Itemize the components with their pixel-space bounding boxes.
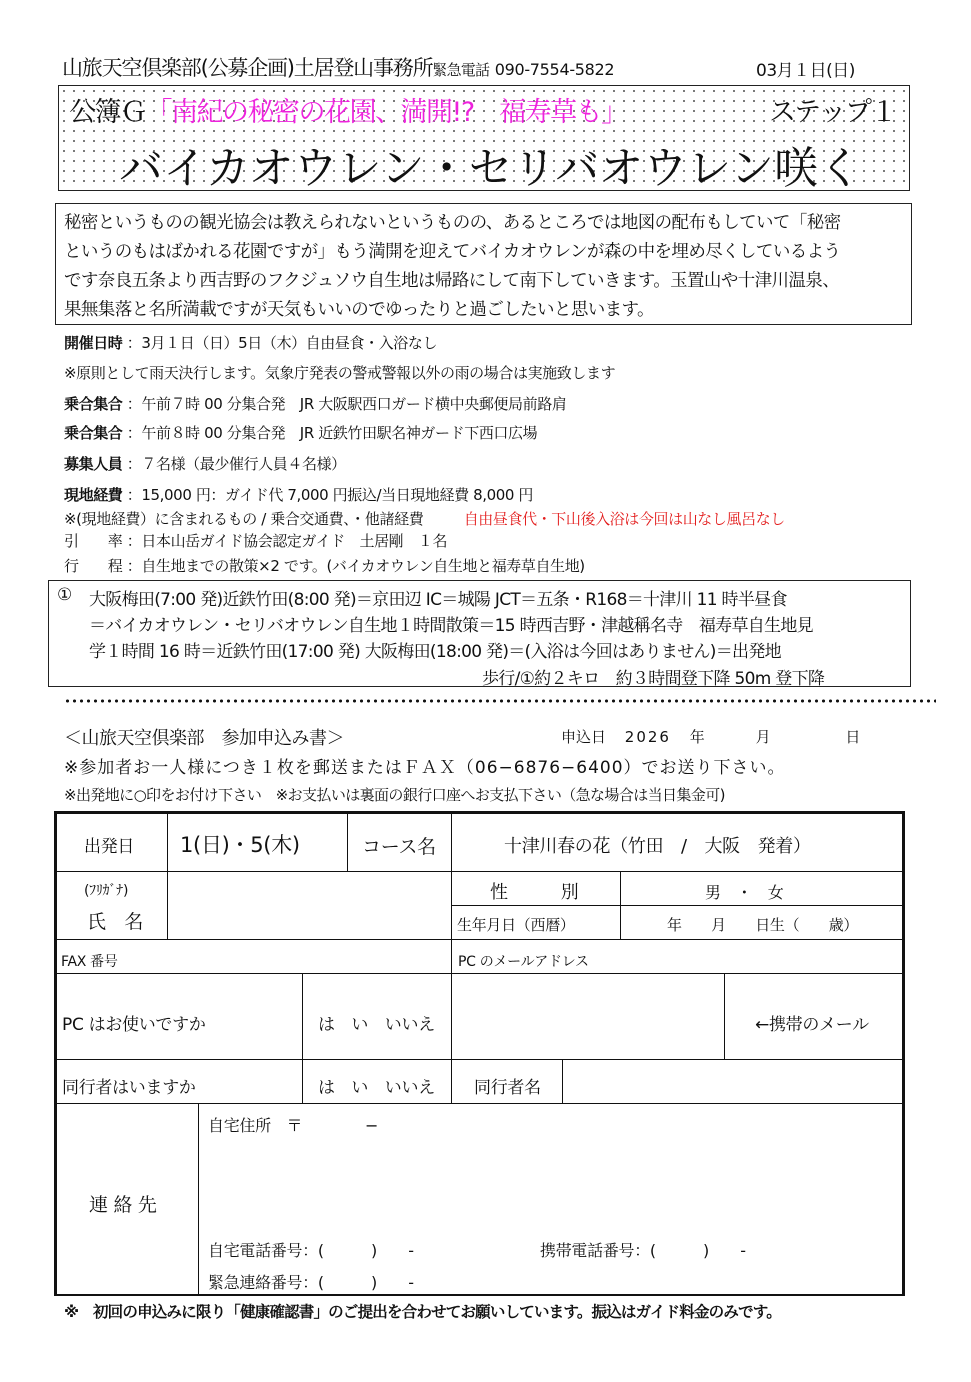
mobile-phone-field[interactable]: 携帯電話番号：( ) -	[540, 1241, 746, 1260]
intro-line: 果無集落と名所満載ですが天気もいいのでゆったりと過ごしたいと思います。	[64, 300, 654, 320]
event-date-row	[64, 332, 437, 353]
guide-value: ：日本山岳ガイド協会認定ガイド 土居剛 １名	[126, 532, 448, 550]
title-banner	[58, 85, 910, 194]
form-rule	[54, 973, 905, 974]
intro-line: というのもはばかれる花園ですが」もう満開を迎えてバイカオウレンが森の中を埋め尽くしているよう	[64, 242, 841, 262]
walk-info: 歩行/①約２キロ 約３時間登下降 50m 登下降	[482, 669, 825, 689]
title-main: バイカオウレン・セリバオウレン咲く	[119, 143, 863, 194]
application-year: 2026	[624, 728, 671, 746]
itinerary-label: 行 程	[64, 557, 123, 575]
application-date	[561, 726, 860, 747]
itinerary-row	[64, 555, 585, 576]
form-rule	[302, 973, 303, 1103]
form-border-top	[54, 811, 905, 814]
event-date-value: ：3月１日（日）5日（木）自由昼食・入浴なし	[126, 334, 438, 352]
cost-note: ※(現地経費）に含まれるもの / 乗合交通費、・他諸経費	[64, 510, 424, 528]
mobile-mail-label: ←携帯のメール	[755, 1015, 869, 1035]
title-highlight: 「南紀の秘密の花園、満開!? 福寿草も」	[145, 97, 627, 128]
companion-label: 同行者はいますか	[62, 1078, 196, 1098]
title-step: ステップ１	[769, 97, 896, 128]
organizer-name: 山旅天空倶楽部(公募企画)土居登山事務所	[62, 56, 433, 80]
intro-box	[55, 203, 912, 325]
guide-row	[64, 530, 447, 551]
meeting-2-row	[64, 422, 537, 443]
departure-label: 出発日	[84, 837, 135, 857]
month-unit: 月	[755, 728, 771, 746]
cut-line-divider	[64, 698, 936, 704]
form-border-right	[902, 811, 905, 1296]
title-prefix: 公簿Ｇ	[69, 97, 146, 128]
form-rule	[451, 905, 903, 906]
contact-label: 連 絡 先	[89, 1194, 157, 1216]
cost-value: ：15,000 円：ガイド代 7,000 円振込/当日現地経費 8,000 円	[126, 486, 533, 504]
form-rule	[347, 811, 348, 871]
emergency-label: 緊急電話	[432, 61, 490, 79]
address-label[interactable]: 自宅住所 〒 −	[208, 1116, 379, 1135]
capacity-label: 募集人員	[64, 455, 123, 473]
form-rule	[620, 871, 621, 939]
emergency-phone: 090-7554-5822	[494, 60, 615, 79]
itinerary-value: ：自生地までの散策×2 です。(バイカオウレン自生地と福寿草自生地)	[126, 557, 585, 575]
capacity-row	[64, 453, 346, 474]
year-unit: 年	[689, 728, 705, 746]
header-date: 03月１日(日)	[756, 61, 855, 81]
form-rule	[167, 811, 168, 939]
name-label: 氏 名	[87, 911, 144, 933]
name-field[interactable]	[170, 874, 449, 937]
pc-use-yes-no[interactable]: は い いいえ	[318, 1015, 435, 1035]
cost-note-warning: 自由昼食代・下山後入浴は今回は山なし風呂なし	[463, 510, 785, 528]
gender-options[interactable]: 男 ・ 女	[705, 883, 784, 902]
birth-value[interactable]: 年 月 日生（ 歳）	[667, 916, 859, 934]
form-rule	[562, 1059, 563, 1103]
form-rule	[198, 1103, 199, 1295]
meeting-1-row	[64, 393, 566, 414]
meeting-1-label: 乗合集合	[64, 395, 123, 413]
pc-use-label: PC はお使いですか	[62, 1015, 206, 1035]
event-date-label: 開催日時	[64, 334, 123, 352]
form-rule	[724, 973, 725, 1059]
itinerary-number: ①	[57, 585, 72, 605]
form-border-bottom	[54, 1294, 905, 1296]
home-phone-field[interactable]: 自宅電話番号：( ) -	[208, 1241, 414, 1260]
application-note-fax: ※参加者お一人様につき１枚を郵送またはＦＡＸ（06−6876−6400）でお送り下さい。	[64, 758, 786, 778]
cost-note-row	[64, 508, 785, 529]
course-label: コース名	[362, 836, 436, 858]
companion-yes-no[interactable]: は い いいえ	[318, 1078, 435, 1098]
form-rule	[451, 811, 452, 1103]
header-organizer-line	[62, 52, 614, 82]
form-rule	[54, 1103, 905, 1104]
application-title: ＜山旅天空倶楽部 参加申込み書＞	[64, 728, 344, 749]
gender-label: 性 別	[490, 882, 579, 903]
itinerary-line: 学１時間 16 時＝近鉄竹田(17:00 発) 大阪梅田(18:00 発)＝(入浴は今回はありません)＝出発地	[89, 642, 781, 662]
emergency-phone-field[interactable]: 緊急連絡番号：( ) -	[208, 1273, 414, 1292]
form-rule	[54, 871, 905, 872]
capacity-value: ：７名様（最少催行人員４名様）	[126, 455, 346, 473]
furigana-label: (ﾌﾘｶﾞﾅ)	[84, 883, 129, 899]
meeting-2-value: ：午前８時 00 分集合発 JR 近鉄竹田駅名神ガード下西口広場	[126, 424, 538, 442]
itinerary-box	[48, 580, 911, 687]
cost-label: 現地経費	[64, 486, 123, 504]
form-border-left	[54, 811, 57, 1296]
guide-label: 引 率	[64, 532, 123, 550]
itinerary-line: ＝バイカオウレン・セリバオウレン自生地１時間散策＝15 時西吉野・津越稱名寺 福寿草自生地見	[89, 616, 813, 636]
companion-name-field[interactable]	[565, 1062, 900, 1101]
companion-name-label: 同行者名	[474, 1078, 541, 1098]
course-value: 十津川春の花（竹田 / 大阪 発着）	[504, 836, 811, 857]
departure-value[interactable]: 1(日)・5(木)	[180, 833, 300, 857]
pc-mail-field[interactable]	[454, 976, 722, 1057]
pc-mail-label: PC のメールアドレス	[458, 954, 589, 970]
meeting-1-value: ：午前７時 00 分集合発 JR 大阪駅西口ガード横中央郵便局前路肩	[126, 395, 567, 413]
application-note-payment: ※出発地に○印をお付け下さい ※お支払いは裏面の銀行口座へお支払下さい（急な場合は当日集金可)	[64, 786, 725, 804]
meeting-2-label: 乗合集合	[64, 424, 123, 442]
application-date-label: 申込日	[561, 728, 607, 746]
itinerary-line: 大阪梅田(7:00 発)近鉄竹田(8:00 発)＝京田辺 IC＝城陽 JCT＝五条・R168＝十津川 11 時半昼食	[89, 590, 787, 610]
title-subline	[69, 90, 904, 129]
day-unit: 日	[845, 728, 861, 746]
fax-label: FAX 番号	[61, 954, 118, 970]
intro-line: です奈良五条より西吉野のフクジュソウ自生地は帰路にして南下していきます。玉置山や十津川温泉、	[64, 271, 840, 291]
footer-note: ※ 初回の申込みに限り「健康確認書」のご提出を合わせてお願いしています。振込はガイド料金のみです。	[64, 1303, 781, 1321]
cost-row	[64, 484, 533, 505]
birth-label: 生年月日（西暦）	[457, 916, 575, 934]
intro-line: 秘密というものの観光協会は教えられないというものの、あるところでは地図の配布もしていて「秘密	[64, 213, 841, 233]
rain-note: ※原則として雨天決行します。気象庁発表の警戒警報以外の雨の場合は実施致します	[64, 364, 616, 382]
form-rule	[54, 939, 905, 940]
form-rule	[54, 1059, 905, 1060]
